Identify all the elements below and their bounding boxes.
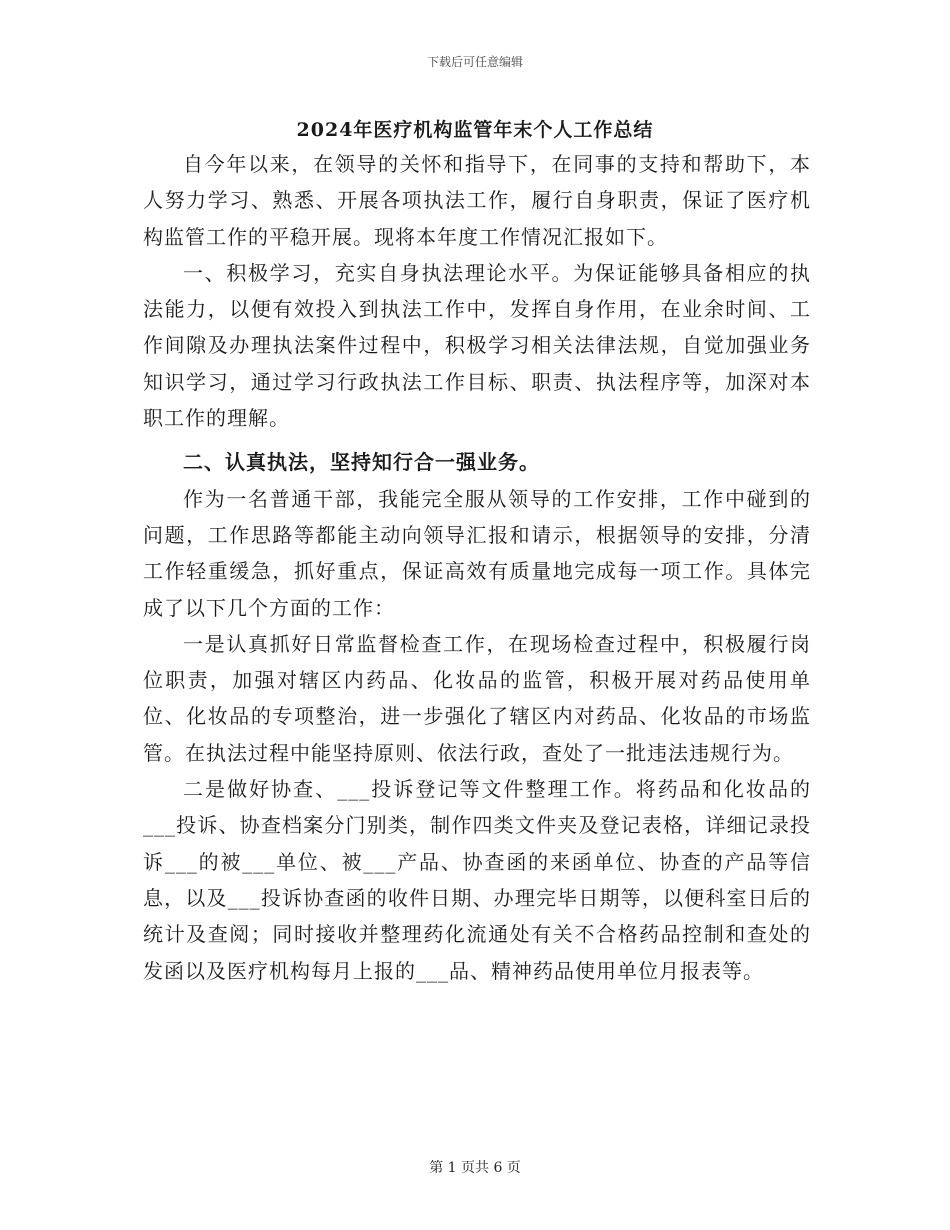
page-footer-number: 第 1 页共 6 页 — [429, 1160, 521, 1176]
paragraph-section-1: 一、积极学习，充实自身执法理论水平。为保证能够具备相应的执法能力，以便有效投入到执法工作中，发挥自身作用，在业余时间、工作间隙及办理执法案件过程中，积极学习相关法律法规，自觉加强业务知识学习，通过学习行政执法工作目标、职责、执法程序等，加深对本职工作的理解。 — [143, 260, 811, 431]
paragraph-intro: 自今年以来，在领导的关怀和指导下，在同事的支持和帮助下，本人努力学习、熟悉、开展各项执法工作，履行自身职责，保证了医疗机构监管工作的平稳开展。现将本年度工作情况汇报如下。 — [143, 152, 811, 249]
document-title: 2024年医疗机构监管年末个人工作总结 — [296, 119, 654, 141]
section-heading-2: 二、认真执法，坚持知行合一强业务。 — [183, 450, 540, 475]
paragraph-item-1: 一是认真抓好日常监督检查工作，在现场检查过程中，积极履行岗位职责，加强对辖区内药品、化妆品的监管，积极开展对药品使用单位、化妆品的专项整治，进一步强化了辖区内对药品、化妆品的市场监管。在执法过程中能坚持原则、依法行政，查处了一批违法违规行为。 — [143, 631, 811, 765]
paragraph-section-2-intro: 作为一名普通干部，我能完全服从领导的工作安排，工作中碰到的问题，工作思路等都能主动向领导汇报和请示，根据领导的安排，分清工作轻重缓急，抓好重点，保证高效有质量地完成每一项工作。具体完成了以下几个方面的工作： — [143, 486, 811, 620]
paragraph-item-2: 二是做好协查、___投诉登记等文件整理工作。将药品和化妆品的___投诉、协查档案分门别类，制作四类文件夹及登记表格，详细记录投诉___的被___单位、被___产品、协查函的来函单位、协查的产品等信息，以及___投诉协查函的收件日期、办理完毕日期等，以便科室日后的统计及查阅；同时接收并整理药化流通处有关不合格药品控制和查处的发函以及医疗机构每月上报的___品、精神药品使用单位月报表等。 — [143, 777, 811, 983]
page-header-note: 下载后可任意编辑 — [426, 55, 523, 69]
document-body — [143, 146, 811, 989]
